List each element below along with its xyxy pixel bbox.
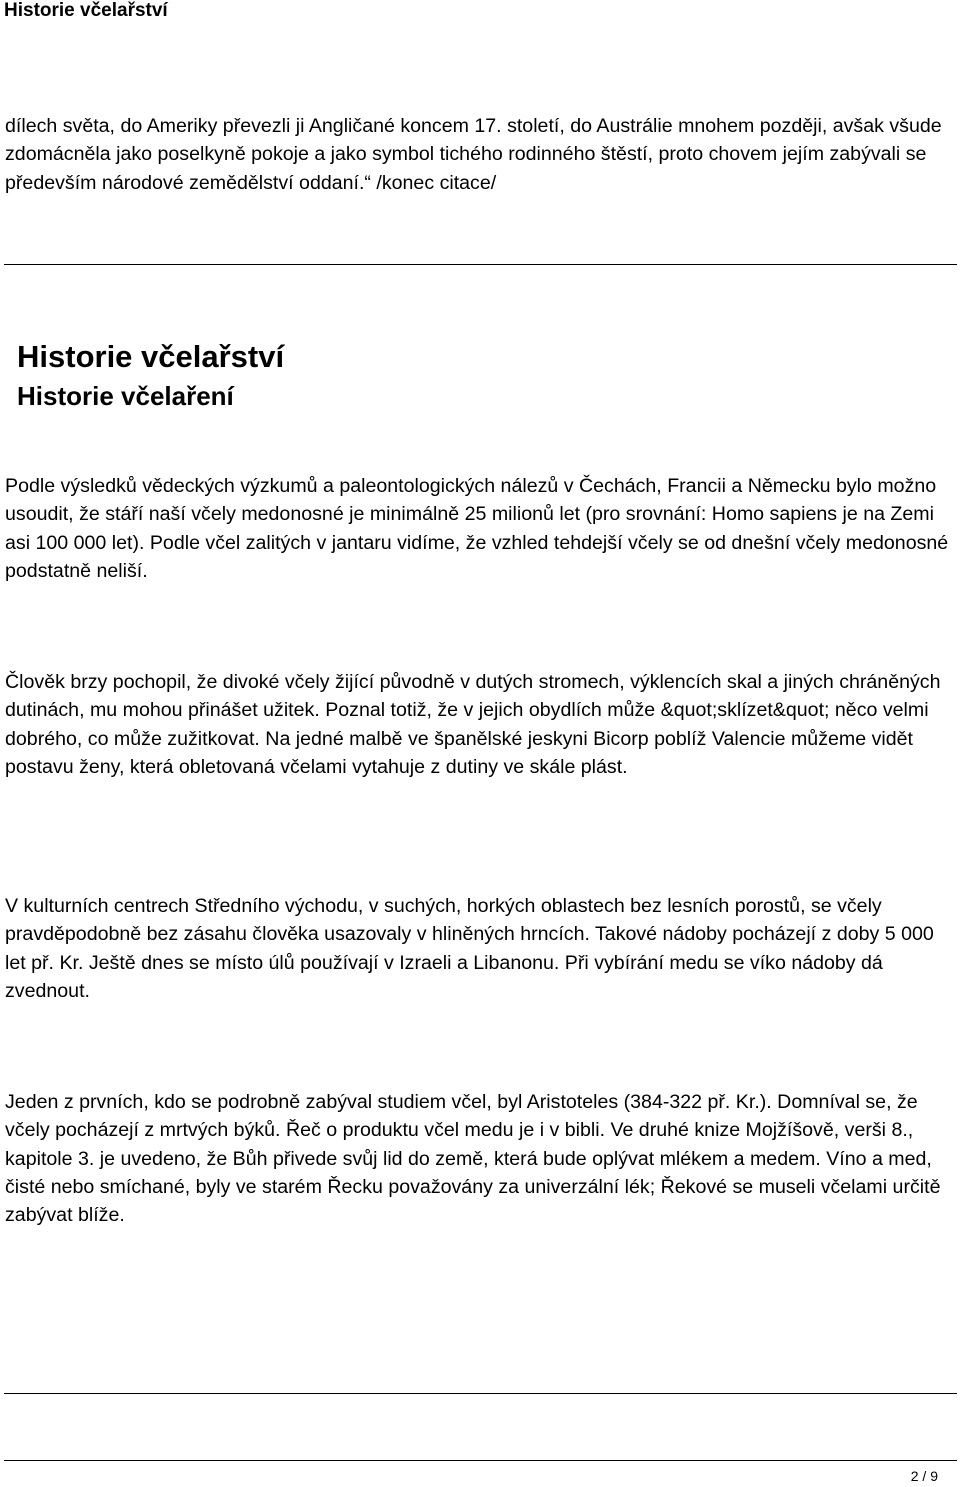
- footer-divider-top: [4, 1393, 957, 1394]
- document-header-title: Historie včelařství: [4, 0, 168, 21]
- section-subtitle: Historie včelaření: [17, 381, 234, 411]
- paragraph-aristotle: Jeden z prvních, kdo se podrobně zabýval studiem včel, byl Aristoteles (384-322 př. Kr.). Domníval se, že včely pocházejí z mrtvých býků. Řeč o produktu včel medu je i v bibli. Ve druhé knize Mojžíšově, verši 8., kapitole 3. je uvedeno, že Bůh přivede svůj lid do země, která bude oplývat mlékem a medem. Víno a med, čisté nebo smíchané, byly ve starém Řecku považovány za univerzální lék; Řekové se museli včelami určitě zabývat blíže.: [5, 1091, 941, 1227]
- page-number: 2 / 9: [910, 1468, 938, 1484]
- section-title: Historie včelařství: [17, 339, 285, 374]
- paragraph-early-beekeeping: Člověk brzy pochopil, že divoké včely žijící původně v dutých stromech, výklencích skal a jiných chráněných dutinách, mu mohou přinášet užitek. Poznal totiž, že v jejich obydlích může &quot;sklízet&quot; něco velmi dobrého, co může zužitkovat. Na jedné malbě ve španělské jeskyni Bicorp poblíž Valencie můžeme vidět postavu ženy, která obletovaná včelami vytahuje z dutiny ve skále plást.: [5, 671, 941, 778]
- paragraph-origins: Podle výsledků vědeckých výzkumů a paleontologických nálezů v Čechách, Francii a Německu bylo možno usoudit, že stáří naší včely medonosné je minimálně 25 milionů let (pro srovnání: Homo sapiens je na Zemi asi 100 000 let). Podle včel zalitých v jantaru vidíme, že vzhled tehdejší včely se od dnešní včely medonosné podstatně neliší.: [5, 475, 949, 582]
- intro-paragraph: dílech světa, do Ameriky převezli ji Angličané koncem 17. století, do Austrálie mnohem později, avšak všude zdomácněla jako poselkyně pokoje a jako symbol tichého rodinného štěstí, proto chovem jejím zabývali se především národové zemědělství oddaní.“ /konec citace/: [5, 115, 942, 194]
- paragraph-middle-east: V kulturních centrech Středního východu, v suchých, horkých oblastech bez lesních porostů, se včely pravděpodobně bez zásahu člověka usazovaly v hliněných hrncích. Takové nádoby pocházejí z doby 5 000 let př. Kr. Ještě dnes se místo úlů používají v Izraeli a Libanonu. Při vybírání medu se víko nádoby dá zvednout.: [5, 895, 934, 1002]
- footer-divider-bottom: [4, 1460, 957, 1461]
- section-divider: [4, 264, 957, 265]
